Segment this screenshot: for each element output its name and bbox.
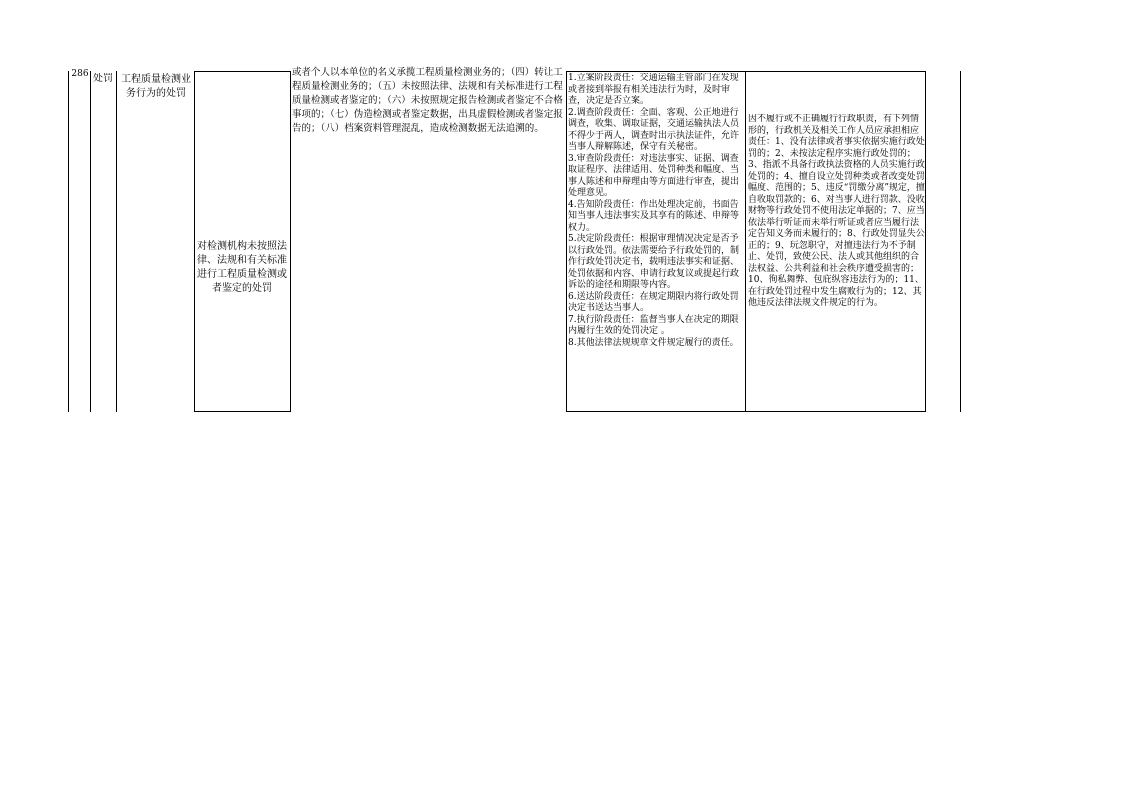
- table-border-right: [960, 71, 961, 412]
- row-item-name: 工程质量检测业务行为的处罚: [121, 74, 191, 99]
- table-divider: [745, 71, 746, 412]
- table-divider: [90, 71, 91, 412]
- table-rule: [194, 411, 290, 412]
- row-legal-basis: 或者个人以本单位的名义承揽工程质量检测业务的；（四）转让工程质量检测业务的；（五）未按照法律、法规和有关标准进行工程质量检测或者鉴定的；（六）未按照规定报告检测或者鉴定不合格事项的；（七）伪造检测或者鉴定数据，出具虚假检测或者鉴定报告的；（八）档案资料管理混乱，造成检测数据无法追溯的。: [292, 67, 563, 134]
- responsibility-item: 5.决定阶段责任：根据审理情况决定是否予以行政处罚。依法需要给予行政处罚的，制作行政处罚决定书，载明违法事实和证据、处罚依据和内容、申请行政复议或提起行政诉讼的途径和期限等内容。: [568, 234, 740, 290]
- row-sequence-number: 286: [71, 69, 89, 79]
- responsibility-item: 7.执行阶段责任：监督当事人在决定的期限内履行生效的处罚决定 。: [568, 314, 739, 336]
- responsibility-item: 1.立案阶段责任：交通运输主管部门在发现或者接到举报有相关违法行为时，及时审查，决定是否立案。: [568, 73, 739, 106]
- table-rule: [566, 71, 925, 72]
- responsibility-item: 3.审查阶段责任：对违法事实、证据、调查取证程序、法律适用、处罚种类和幅度、当事人陈述和申辩理由等方面进行审查，提出处理意见。: [568, 153, 740, 198]
- table-divider: [566, 71, 567, 412]
- table-rule: [194, 71, 290, 72]
- row-sub-item: 对检测机构未按照法律、法规和有关标准进行工程质量检测或者鉴定的处罚: [197, 241, 287, 294]
- row-accountability: 因不履行或不正确履行行政职责，有下列情形的，行政机关及相关工作人员应承担相应责任：1、没有法律或者事实依据实施行政处罚的；2、未按法定程序实施行政处罚的；3、指派不具备行政执法资格的人员实施行政处罚的；4、擅自设立处罚种类或者改变处罚幅度、范围的；5、违反“罚缴分离”规定，擅自收取罚款的；6、对当事人进行罚款、没收财物等行政处罚不使用法定单据的；7、应当依法举行听证而未举行听证或者应当履行法定告知义务而未履行的；8、行政处罚显失公正的；9、玩忽职守，对擅违法行为不予制止、处罚，致使公民、法人或其他组织的合法权益、公共利益和社会秩序遭受损害的；10、徇私舞弊、包庇纵容违法行为的；11、在行政处罚过程中发生腐败行为的；12、其他违反法律法规文件规定的行为。: [748, 114, 925, 308]
- responsibility-item: 6.送达阶段责任：在规定期限内将行政处罚决定书送达当事人。: [568, 291, 739, 313]
- table-divider: [116, 71, 117, 412]
- table-divider: [290, 71, 291, 412]
- row-responsibilities: [568, 73, 744, 349]
- row-category: 处罚: [93, 73, 113, 84]
- table-border-left: [68, 71, 69, 412]
- responsibility-item: 4.告知阶段责任：作出处理决定前，书面告知当事人违法事实及其享有的陈述、申辩等权力。: [568, 199, 740, 233]
- table-rule: [566, 411, 925, 412]
- responsibility-item: 8.其他法律法规规章文件规定履行的责任。: [568, 337, 739, 348]
- table-divider: [194, 71, 195, 412]
- responsibility-item: 2.调查阶段责任：全面、客观、公正地进行调查，收集、调取证据，交通运输执法人员不得少于两人，调查时出示执法证件，允许当事人辩解陈述，保守有关秘密。: [568, 107, 740, 152]
